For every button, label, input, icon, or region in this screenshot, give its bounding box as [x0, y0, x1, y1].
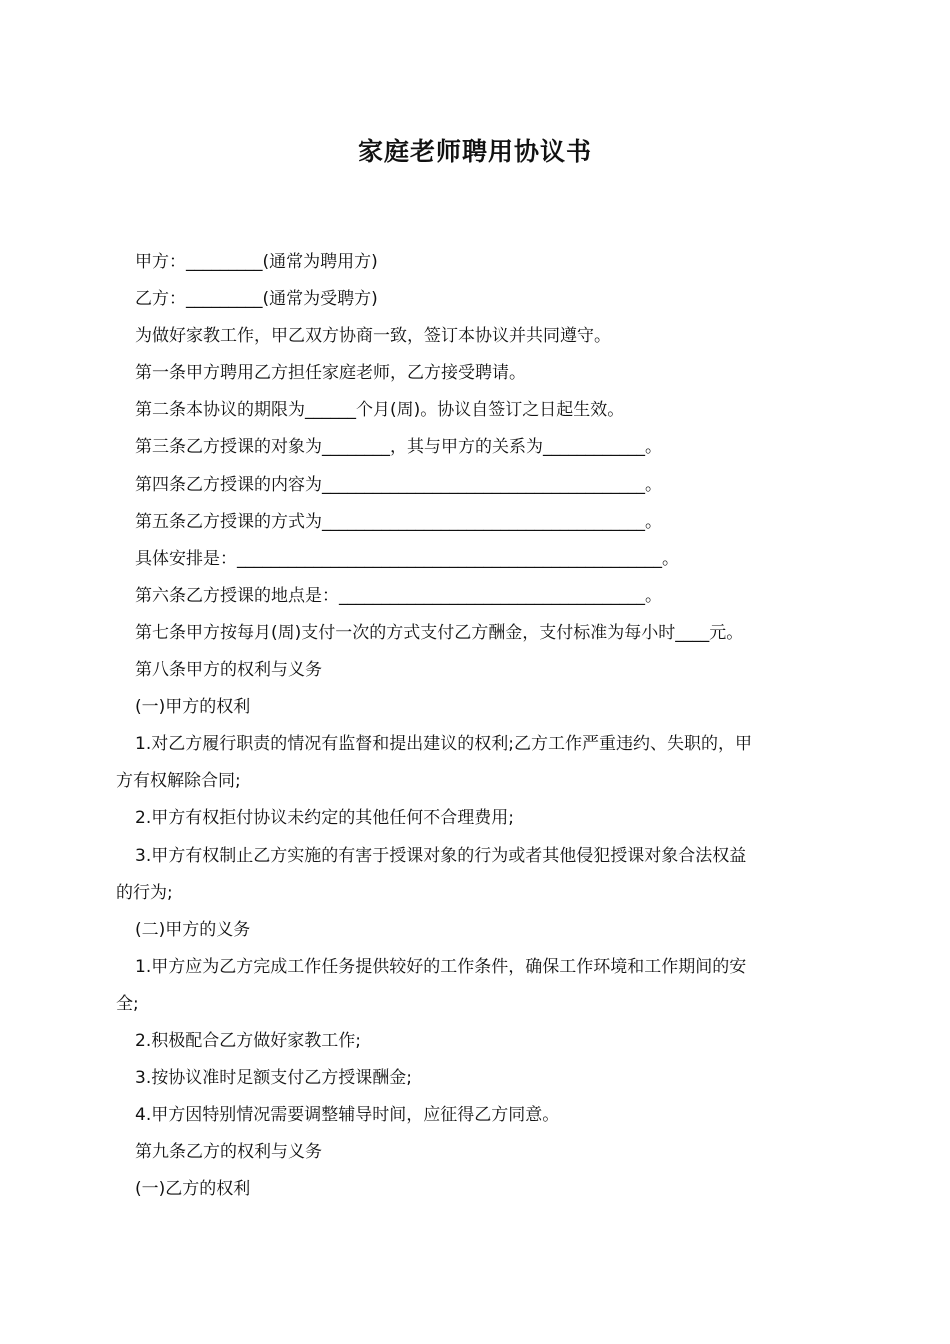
- article-1-line: 第一条甲方聘用乙方担任家庭老师，乙方接受聘请。: [135, 363, 526, 384]
- article-5-line: 第五条乙方授课的方式为______________________________________。: [135, 511, 662, 532]
- arrangement-line: 具体安排是：__________________________________________________。: [135, 548, 679, 569]
- party-a-right-3-line-2: 的行为;: [116, 882, 173, 903]
- party-a-right-3-line-1: 3.甲方有权制止乙方实施的有害于授课对象的行为或者其他侵犯授课对象合法权益: [135, 845, 747, 866]
- party-a-right-1-line-1: 1.对乙方履行职责的情况有监督和提出建议的权利;乙方工作严重违约、失职的，甲: [135, 734, 752, 755]
- document-body: [116, 244, 840, 1208]
- article-6-line: 第六条乙方授课的地点是：____________________________________。: [135, 585, 662, 606]
- article-9-heading: 第九条乙方的权利与义务: [135, 1142, 322, 1163]
- party-b-rights-heading: (一)乙方的权利: [135, 1179, 251, 1200]
- party-a-duty-2-line: 2.积极配合乙方做好家教工作;: [135, 1030, 361, 1051]
- party-a-duty-3-line: 3.按协议准时足额支付乙方授课酬金;: [135, 1068, 412, 1089]
- party-a-right-1-line-2: 方有权解除合同;: [116, 771, 241, 792]
- party-a-duty-1-line-2: 全;: [116, 993, 139, 1014]
- article-7-line: 第七条甲方按每月(周)支付一次的方式支付乙方酬金，支付标准为每小时____元。: [135, 622, 744, 643]
- party-a-right-2-line: 2.甲方有权拒付协议未约定的其他任何不合理费用;: [135, 808, 514, 829]
- party-a-duties-heading: (二)甲方的义务: [135, 919, 251, 940]
- party-a-rights-heading: (一)甲方的权利: [135, 697, 251, 718]
- article-2-line: 第二条本协议的期限为______个月(周)。协议自签订之日起生效。: [135, 400, 625, 421]
- article-4-line: 第四条乙方授课的内容为______________________________________。: [135, 474, 662, 495]
- preamble-line: 为做好家教工作，甲乙双方协商一致，签订本协议并共同遵守。: [135, 326, 611, 347]
- party-a-line: 甲方：_________(通常为聘用方): [135, 252, 378, 272]
- document-title: 家庭老师聘用协议书: [357, 137, 592, 166]
- article-8-heading: 第八条甲方的权利与义务: [135, 660, 322, 681]
- party-b-line: 乙方：_________(通常为受聘方): [135, 289, 378, 310]
- party-a-duty-4-line: 4.甲方因特别情况需要调整辅导时间，应征得乙方同意。: [135, 1105, 560, 1126]
- article-3-line: 第三条乙方授课的对象为________，其与甲方的关系为____________。: [135, 437, 662, 458]
- party-a-duty-1-line-1: 1.甲方应为乙方完成工作任务提供较好的工作条件，确保工作环境和工作期间的安: [135, 956, 747, 977]
